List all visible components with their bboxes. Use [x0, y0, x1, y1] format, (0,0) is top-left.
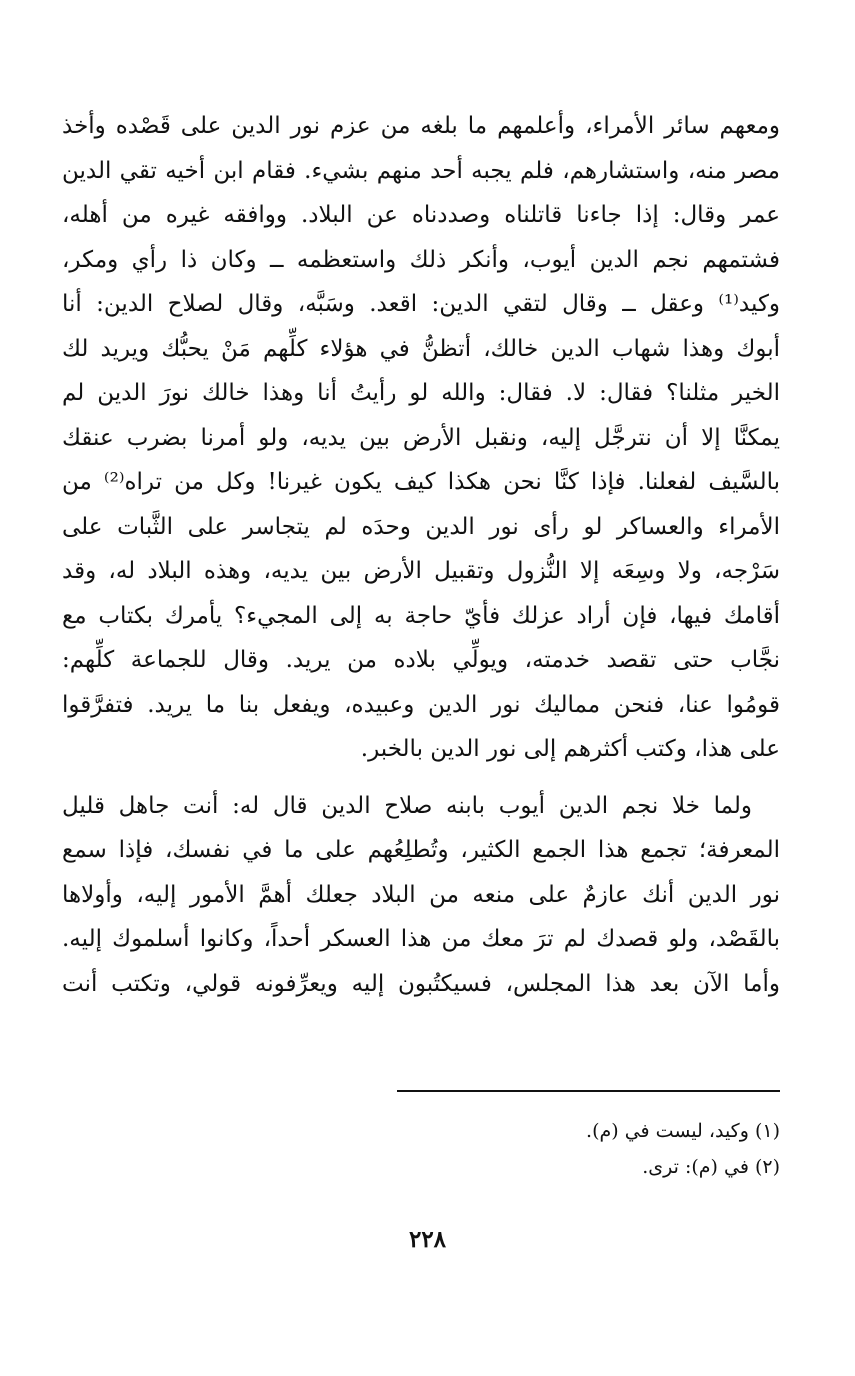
main-text [62, 104, 780, 1006]
text-line: يمكنَّا إلا أن نترجَّل إليه، ونقبل الأرض بين يديه، ولو أمرنا بضرب عنقك [62, 424, 780, 451]
footnotes [62, 1113, 780, 1185]
footnote-2: (٢) في (م): ترى. [642, 1156, 780, 1178]
text-line: نجَّاب حتى تقصد خدمته، ويولِّي بلاده من يريد. وقال للجماعة كلِّهم: [62, 647, 780, 673]
text-line: فشتمهم نجم الدين أيوب، وأنكر ذلك واستعظمه ــ وكان ذا رأي ومكر، [62, 246, 780, 273]
text-line: أقامك فيها، فإن أراد عزلك فأيّ حاجة به إلى المجيء؟ يأمرك بكتاب مع [62, 602, 780, 629]
text-line: مصر منه، واستشارهم، فلم يجبه أحد منهم بشيء. فقام ابن أخيه تقي الدين [62, 157, 780, 184]
text-line: على هذا، وكتب أكثرهم إلى نور الدين بالخبر. [360, 736, 780, 762]
text-line: الأمراء والعساكر لو رأى نور الدين وحدَه لم يتجاسر على الثَّبات على [62, 513, 780, 540]
text-line: قومُوا عنا، فنحن مماليك نور الدين وعبيده، ويفعل بنا ما يريد. فتفرَّقوا [62, 691, 780, 718]
text-line: بالقَصْد، ولو قصدك لم ترَ معك من هذا العسكر أحداً، وكانوا أسلموك إليه. [62, 926, 780, 952]
text-line: عمر وقال: إذا جاءنا قاتلناه وصددناه عن البلاد. ووافقه غيره من أهله، [62, 202, 780, 228]
footnote-separator [397, 1090, 780, 1092]
paragraph-2 [62, 784, 780, 1007]
text-line: بالسَّيف لفعلنا. فإذا كنَّا نحن هكذا كيف يكون غيرنا! وكل من تراه⁽²⁾ من [62, 469, 780, 495]
text-line: أبوك وهذا شهاب الدين خالك، أتظنُّ في هؤلاء كلِّهم مَنْ يحبُّك ويريد لك [62, 335, 780, 362]
paragraph-gap [62, 772, 780, 784]
text-line: المعرفة؛ تجمع هذا الجمع الكثير، وتُطلِعُهم على ما في نفسك، فإذا سمع [62, 837, 780, 863]
text-line: نور الدين أنك عازمٌ على منعه من البلاد جعلك أهمَّ الأمور إليه، وأولاها [62, 881, 780, 908]
text-line: وكيد⁽¹⁾ وعقل ــ وقال لتقي الدين: اقعد. وسَبَّه، وقال لصلاح الدين: أنا [62, 291, 780, 317]
text-line: ومعهم سائر الأمراء، وأعلمهم ما بلغه من عزم نور الدين على قَصْده وأخذ [62, 113, 780, 139]
paragraph-1 [62, 104, 780, 772]
text-line: وأما الآن بعد هذا المجلس، فسيكتُبون إليه ويعرِّفونه قولي، وتكتب أنت [62, 970, 780, 997]
page-number: ٢٢٨ [408, 1226, 447, 1253]
text-line: ولما خلا نجم الدين أيوب بابنه صلاح الدين قال له: أنت جاهل قليل [62, 792, 752, 819]
text-line: الخير مثلنا؟ فقال: لا. فقال: والله لو رأيتُ أنا وهذا خالك نورَ الدين لم [62, 380, 780, 406]
page-body [62, 104, 780, 1006]
text-line: سَرْجه، ولا وسِعَه إلا النُّزول وتقبيل الأرض بين يديه، وهذه البلاد له، وقد [62, 558, 780, 584]
footnote-1: (١) وكيد، ليست في (م). [586, 1120, 780, 1142]
